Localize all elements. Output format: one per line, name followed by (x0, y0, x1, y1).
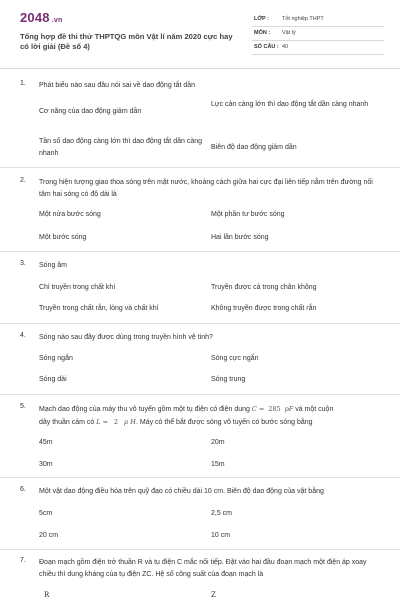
question-divider (0, 477, 400, 478)
question-divider (0, 323, 400, 324)
option-d[interactable]: 15m (211, 461, 225, 468)
question-divider (0, 394, 400, 395)
question-text-part: Mạch dao động của máy thu vô tuyến gồm một tụ điện có điện dung (39, 406, 250, 413)
meta-row-count (252, 41, 384, 55)
site-logo[interactable] (20, 10, 62, 25)
question-text-part: dây thuần cảm có (39, 419, 95, 426)
option-c[interactable]: Truyền trong chất rắn, lỏng và chất khí (39, 305, 159, 312)
question-text-part: và một cuộn (295, 406, 334, 413)
option-b[interactable]: Z (211, 591, 216, 599)
option-c[interactable]: 30m (39, 461, 53, 468)
question-text: Đoạn mạch gồm điện trở thuần R và tụ điện C mắc nối tiếp. Đặt vào hai đầu đoạn mạch một điện áp xoay chiều thì dung kháng của tụ điện ZC. Hệ số công suất của đoạn mạch là (39, 559, 367, 578)
question-text: Trong hiện tượng giao thoa sóng trên mặt nước, khoảng cách giữa hai cực đại liên tiếp nằm trên đường nối tâm hai sóng có độ dài là (39, 179, 373, 198)
option-d[interactable]: Sóng trung (211, 376, 246, 383)
option-c[interactable]: Một bước sóng (39, 234, 87, 241)
option-a[interactable]: Một nửa bước sóng (39, 211, 101, 218)
option-a[interactable]: 5cm (39, 510, 53, 517)
option-d[interactable]: 10 cm (211, 532, 231, 539)
option-c[interactable]: Tần số dao động càng lớn thì dao động tắt dần càng nhanh (39, 138, 202, 157)
question-number: 3. (20, 260, 26, 267)
option-d[interactable]: Biên độ dao động giảm dần (211, 144, 297, 151)
option-a[interactable]: R (44, 591, 50, 599)
capacitance-symbol: C = (251, 405, 265, 413)
question-number: 6. (20, 486, 26, 493)
meta-value: 40 (282, 44, 289, 50)
question-number: 5. (20, 403, 26, 410)
document-header (0, 0, 400, 64)
question-divider (0, 549, 400, 550)
option-b[interactable]: 2,5 cm (211, 510, 233, 517)
document-meta (252, 13, 384, 55)
option-b[interactable]: Một phần tư bước sóng (211, 211, 285, 218)
option-b[interactable]: Truyền được cả trong chân không (211, 284, 317, 291)
capacitance-unit: pF (284, 405, 294, 413)
logo-suffix: .vn (51, 17, 63, 24)
question-text: Sóng nào sau đây được dùng trong truyền hình vệ tinh? (39, 334, 213, 341)
option-c[interactable]: Sóng dài (39, 376, 67, 383)
question-text: Sóng âm (39, 262, 68, 269)
option-b[interactable]: Sóng cực ngắn (211, 355, 259, 362)
option-a[interactable]: 45m (39, 439, 53, 446)
meta-key: SỐ CÂU : (254, 44, 279, 50)
capacitance-value: 285 (268, 405, 281, 413)
option-c[interactable]: 20 cm (39, 532, 59, 539)
document-title: Tổng hợp đề thi thử THPTQG môn Vật lí năm 2020 cực hay có lời giải (Đề số 4) (20, 32, 233, 51)
inductance-value: 2 (113, 418, 119, 426)
meta-value: Vật lý (282, 30, 296, 36)
meta-key: LỚP : (254, 16, 269, 22)
question-number: 7. (20, 557, 26, 564)
question-number: 2. (20, 177, 26, 184)
question-text: Phát biểu nào sau đâu nói sai về dao động tắt dần (39, 82, 196, 89)
meta-row-subject (252, 27, 384, 41)
question-text-part: Máy có thể bắt được sóng vô tuyến có bước sóng bằng (139, 419, 313, 426)
option-d[interactable]: Hai lần bước sóng (211, 234, 269, 241)
option-d[interactable]: Không truyền được trong chất rắn (211, 305, 317, 312)
question-divider (0, 167, 400, 168)
meta-row-class (252, 13, 384, 27)
option-a[interactable]: Sóng ngắn (39, 355, 73, 362)
option-a[interactable]: Chỉ truyền trong chất khí (39, 284, 116, 291)
question-number: 1. (20, 80, 26, 87)
meta-value: Tốt nghiệp THPT (282, 16, 324, 22)
option-b[interactable]: 20m (211, 439, 225, 446)
header-divider (0, 68, 400, 69)
meta-key: MÔN : (254, 30, 271, 36)
question-number: 4. (20, 332, 26, 339)
question-text (39, 403, 384, 429)
logo-text: 2048 (20, 10, 50, 25)
option-a[interactable]: Cơ năng của dao động giảm dần (39, 108, 142, 115)
question-divider (0, 251, 400, 252)
option-b[interactable]: Lực cản càng lớn thì dao động tắt dần càng nhanh (211, 101, 369, 108)
question-text: Một vật dao động điều hòa trên quỹ đạo có chiều dài 10 cm. Biên độ dao động của vật bằng (39, 488, 324, 495)
inductance-symbol: L = (96, 418, 109, 426)
inductance-unit: μ H. (123, 418, 138, 426)
